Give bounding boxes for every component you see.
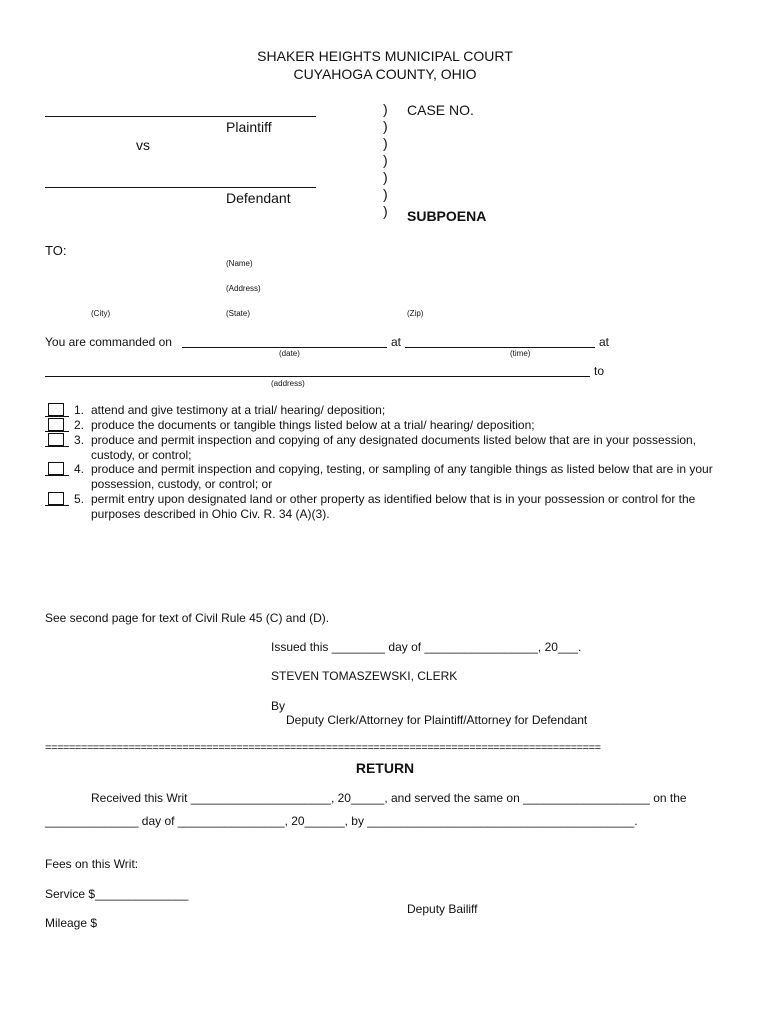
date-caption: (date) [279,349,300,358]
checkbox-underline [45,505,69,506]
paren: ) [383,135,388,151]
city-caption: (City) [91,309,111,318]
zip-caption: (Zip) [407,309,424,318]
option-text: produce and permit inspection and copying of any designated documents listed below that are in your possession, custody, or control; [91,433,697,462]
address-caption-2: (address) [271,379,305,388]
service-fee: Service $______________ [45,887,189,901]
checkbox-underline [45,446,69,447]
to-label: TO: [45,243,67,258]
return-line-1: Received this Writ _____________________, 20_____, and served the same on ___________________ on the [91,791,687,805]
clerk-name: STEVEN TOMASZEWSKI, CLERK [271,669,458,683]
caption-parens [383,101,388,220]
state-caption: (State) [226,309,251,318]
option-text: produce and permit inspection and copying, testing, or sampling of any tangible things as listed below that are in your possession, custody, or control; or [91,462,713,491]
date-field[interactable] [182,347,387,348]
by-label: By [271,699,286,713]
checkbox-3[interactable] [48,433,64,446]
time-caption: (time) [510,349,531,358]
paren: ) [383,169,388,185]
option-number: 3. [74,433,85,447]
option-number: 5. [74,492,85,506]
option-number: 2. [74,418,85,432]
address-field[interactable] [45,376,590,377]
checkbox-underline [45,431,69,432]
return-title: RETURN [355,760,415,776]
fees-label: Fees on this Writ: [45,857,139,871]
checkbox-underline [45,475,69,476]
paren: ) [383,118,388,134]
option-text: permit entry upon designated land or other property as identified below that is in your possession or control for the purposes described in Ohio Civ. R. 34 (A)(3). [91,492,696,521]
paren: ) [383,203,388,219]
checkbox-4[interactable] [48,462,64,475]
issued-line: Issued this ________ day of _________________, 20___. [271,640,582,654]
county-name: CUYAHOGA COUNTY, OHIO [293,66,477,82]
court-name: SHAKER HEIGHTS MUNICIPAL COURT [257,48,513,64]
at-label-2: at [599,335,610,349]
paren: ) [383,152,388,168]
defendant-label: Defendant [226,190,291,206]
paren: ) [383,186,388,202]
document-title: SUBPOENA [407,208,487,224]
paren: ) [383,101,388,117]
second-page-note: See second page for text of Civil Rule 45 (C) and (D). [45,611,330,625]
mileage-fee: Mileage $ [45,916,98,930]
to-label-2: to [594,364,605,378]
checkbox-2[interactable] [48,418,64,431]
name-caption: (Name) [226,259,253,268]
option-number: 1. [74,403,85,417]
return-line-2: ______________ day of ________________, 20______, by ________________________________________. [45,814,638,828]
option-number: 4. [74,462,85,476]
defendant-line[interactable] [45,187,316,188]
vs-label: vs [136,137,150,153]
checkbox-1[interactable] [48,403,64,416]
plaintiff-line[interactable] [45,116,316,117]
checkbox-underline [45,416,69,417]
plaintiff-label: Plaintiff [226,119,272,135]
checkbox-5[interactable] [48,492,64,505]
option-text: produce the documents or tangible things listed below at a trial/ hearing/ deposition; [91,418,535,432]
at-label-1: at [391,335,402,349]
separator-line: ============================================================================================= [45,742,601,754]
case-no-label: CASE NO. [407,102,474,118]
deputy-bailiff-label: Deputy Bailiff [407,902,478,916]
commanded-text: You are commanded on [45,335,172,349]
time-field[interactable] [405,347,595,348]
option-text: attend and give testimony at a trial/ hearing/ deposition; [91,403,386,417]
deputy-signature-label: Deputy Clerk/Attorney for Plaintiff/Attorney for Defendant [286,713,588,727]
address-caption: (Address) [226,284,261,293]
